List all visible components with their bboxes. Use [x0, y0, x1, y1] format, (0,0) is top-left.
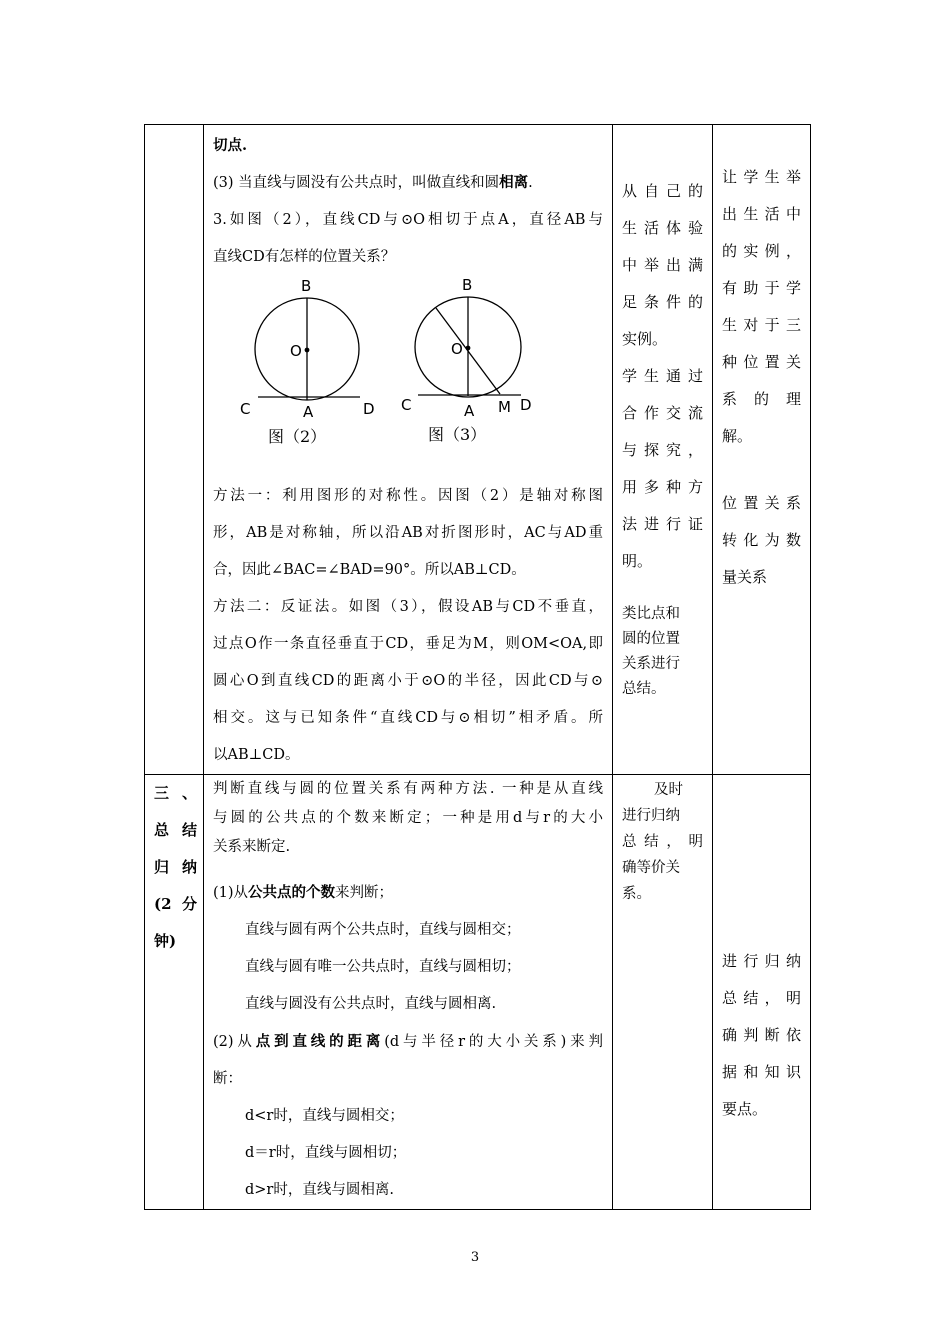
- activity-line: 明。: [622, 552, 653, 570]
- tangent-point-text: 切点.: [213, 137, 248, 154]
- intent-line: 位置关系: [722, 494, 801, 512]
- stage-line: (2分: [154, 895, 197, 913]
- design-intent-cell: [713, 775, 811, 1210]
- method-1-line1: 方法一：利用图形的对称性。因图（2）是轴对称图: [213, 488, 603, 504]
- rule-line: 断：: [213, 1071, 242, 1087]
- student-activity-cell: [613, 775, 713, 1210]
- summary-intro-line: 关系来断定.: [213, 839, 291, 855]
- intent-line: 量关系: [722, 568, 768, 586]
- activity-line: 关系进行: [622, 656, 680, 672]
- intent-line: 进行归纳: [722, 952, 801, 970]
- table-row: [145, 125, 811, 775]
- page-number: 3: [470, 1250, 480, 1265]
- intent-line: 确判断依: [722, 1026, 801, 1044]
- activity-line: 圆的位置: [622, 631, 680, 647]
- activity-line: 足条件的: [622, 293, 703, 311]
- figure-3-caption: 图（3）: [428, 425, 487, 444]
- method-2-line5: 以AB⊥CD。: [213, 747, 300, 763]
- label-O: O: [451, 340, 463, 358]
- label-D: D: [520, 396, 532, 414]
- label-A: A: [303, 403, 314, 421]
- intent-line: 出生活中: [722, 205, 801, 223]
- rule-line: 直线与圆有两个公共点时，直线与圆相交；: [245, 922, 521, 938]
- figure-2-caption: 图（2）: [268, 427, 327, 446]
- intent-line: 总结，明: [722, 989, 801, 1007]
- spacer: [722, 455, 801, 485]
- stage-cell-empty: [145, 125, 204, 775]
- question-3-line1: 3.如图（2），直线CD与⊙O相切于点A，直径AB与: [213, 212, 603, 228]
- rule-line: d<r时，直线与圆相交；: [245, 1108, 404, 1124]
- method-by-distance: (2)从点到直线的距离(d与半径r的大小关系)来判: [213, 1033, 604, 1050]
- activity-line: 系。: [622, 886, 651, 902]
- rule-line: d>r时，直线与圆相离.: [245, 1182, 394, 1198]
- intent-line: 系的理: [722, 390, 801, 408]
- activity-line: 合作交流: [622, 404, 703, 422]
- stage-line: 总结: [154, 821, 197, 839]
- activity-line: 总结。: [622, 681, 666, 697]
- intent-line: 生对于三: [722, 316, 801, 334]
- lesson-plan-table: [144, 124, 811, 1210]
- student-activity-cell: [613, 125, 713, 775]
- activity-line: 生活体验: [622, 219, 703, 237]
- intent-line: 种位置关: [722, 353, 801, 371]
- figure-2-diagram: [226, 272, 406, 452]
- intent-line: 转化为数: [722, 531, 801, 549]
- method-2-line1: 方法二：反证法。如图（3），假设AB与CD不垂直，: [213, 599, 603, 615]
- stage-cell: [145, 775, 204, 1210]
- rule-line: d＝r时，直线与圆相切；: [245, 1145, 407, 1161]
- activity-line: 实例。: [622, 330, 668, 348]
- activity-line: 及时: [654, 782, 683, 798]
- intent-line: 让学生举: [722, 168, 801, 186]
- activity-line: 法进行证: [622, 515, 703, 533]
- activity-line: 中举出满: [622, 256, 703, 274]
- intent-line: 解。: [722, 427, 753, 445]
- intent-line: 据和知识: [722, 1063, 801, 1081]
- activity-line: 从自己的: [622, 182, 703, 200]
- label-A: A: [464, 402, 475, 420]
- activity-line: 确等价关: [622, 860, 680, 876]
- activity-line: 类比点和: [622, 606, 680, 622]
- table-row: [145, 775, 811, 1210]
- method-1-line3: 合，因此∠BAC=∠BAD=90°。所以AB⊥CD。: [213, 562, 526, 578]
- method-2-line3: 圆心O到直线CD的距离小于⊙O的半径，因此CD与⊙: [213, 673, 603, 689]
- label-O: O: [290, 342, 302, 360]
- stage-line: 三、: [154, 784, 197, 802]
- method-2-line2: 过点O作一条直径垂直于CD，垂足为M，则OM<OA,即: [213, 636, 603, 652]
- summary-intro-line: 与圆的公共点的个数来断定；一种是用d与r的大小: [213, 810, 603, 826]
- rule-line: 直线与圆有唯一公共点时，直线与圆相切；: [245, 959, 521, 975]
- method-by-points: (1)从公共点的个数来判断；: [213, 884, 394, 901]
- label-C: C: [401, 396, 412, 414]
- center-dot: [466, 346, 471, 351]
- activity-line: 与探究，: [622, 441, 703, 459]
- intent-line: 的实例，: [722, 242, 801, 260]
- question-3-line2: 直线CD有怎样的位置关系？: [213, 249, 396, 265]
- method-2-line4: 相交。这与已知条件“直线CD与⊙相切”相矛盾。所: [213, 710, 603, 726]
- activity-line: 进行归纳: [622, 808, 680, 824]
- rule-line: 直线与圆没有公共点时，直线与圆相离.: [245, 996, 497, 1012]
- activity-line: 用多种方: [622, 478, 703, 496]
- stage-line: 钟): [154, 932, 177, 950]
- definition-separate: (3) 当直线与圆没有公共点时，叫做直线和圆相离.: [213, 174, 533, 191]
- label-D: D: [363, 400, 375, 418]
- figures-area: [204, 276, 612, 478]
- stage-line: 归纳: [154, 858, 197, 876]
- label-B: B: [462, 276, 473, 294]
- label-C: C: [240, 400, 251, 418]
- method-1-line2: 形，AB是对称轴，所以沿AB对折图形时，AC与AD重: [213, 525, 603, 541]
- content-cell: [204, 125, 613, 775]
- intent-line: 要点。: [722, 1100, 768, 1118]
- content-cell: [204, 775, 613, 1210]
- design-intent-cell: [713, 125, 811, 775]
- summary-intro-line: 判断直线与圆的位置关系有两种方法. 一种是从直线: [213, 781, 603, 797]
- center-dot: [305, 348, 310, 353]
- activity-line: 总结，明: [622, 834, 703, 850]
- activity-line: 学生通过: [622, 367, 703, 385]
- intent-line: 有助于学: [722, 279, 801, 297]
- figure-3-diagram: [386, 272, 566, 452]
- label-B: B: [301, 277, 312, 295]
- label-M: M: [498, 398, 511, 416]
